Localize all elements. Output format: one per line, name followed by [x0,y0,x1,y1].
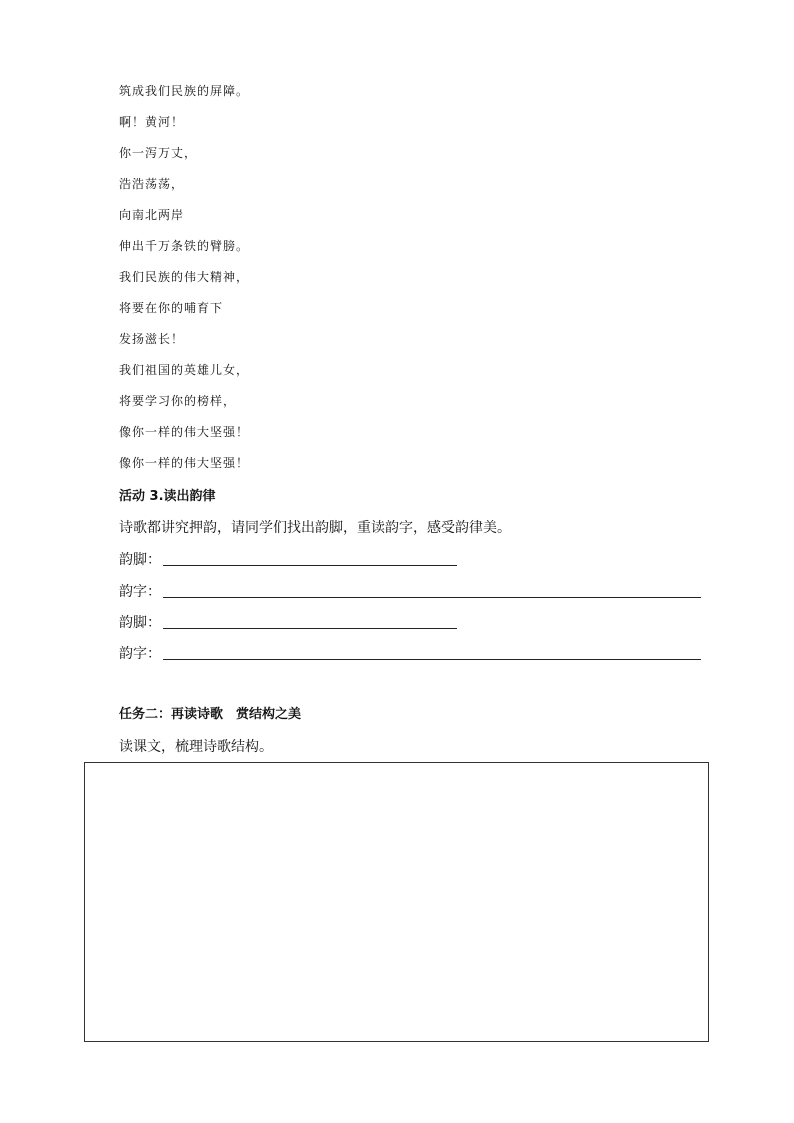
field-label: 韵字： [119,584,161,600]
poem-line: 像你一样的伟大坚强！ [119,456,250,470]
poem-line: 啊！黄河！ [119,115,185,129]
rhyme-foot-field[interactable] [119,612,457,632]
rhyme-word-field[interactable] [119,581,701,601]
answer-blank[interactable] [163,597,701,598]
poem-line: 我们祖国的英雄儿女， [119,363,250,377]
poem-line: 我们民族的伟大精神， [119,270,250,284]
field-label: 韵脚： [119,615,161,631]
field-label: 韵脚： [119,552,161,568]
poem-line: 将要学习你的榜样， [119,394,237,408]
answer-blank[interactable] [163,565,457,566]
structure-answer-box[interactable] [84,762,709,1042]
field-label: 韵字： [119,646,161,662]
poem-line: 你一泻万丈， [119,146,198,160]
poem-line: 将要在你的哺育下 [119,301,224,315]
activity-3-instruction: 诗歌都讲究押韵，请同学们找出韵脚，重读韵字，感受韵律美。 [119,520,511,536]
poem-line: 浩浩荡荡， [119,177,185,191]
task-2-heading: 任务二：再读诗歌 赏结构之美 [119,707,302,722]
poem-line: 发扬滋长！ [119,332,185,346]
answer-blank[interactable] [163,628,457,629]
poem-line: 伸出千万条铁的臂膀。 [119,239,250,253]
rhyme-foot-field[interactable] [119,549,457,569]
poem-line: 向南北两岸 [119,208,185,222]
poem-line: 筑成我们民族的屏障。 [119,84,250,98]
rhyme-word-field[interactable] [119,643,701,663]
poem-line: 像你一样的伟大坚强！ [119,425,250,439]
answer-blank[interactable] [163,659,701,660]
activity-3-heading: 活动 3.读出韵律 [119,489,216,504]
task-2-instruction: 读课文，梳理诗歌结构。 [119,739,273,755]
